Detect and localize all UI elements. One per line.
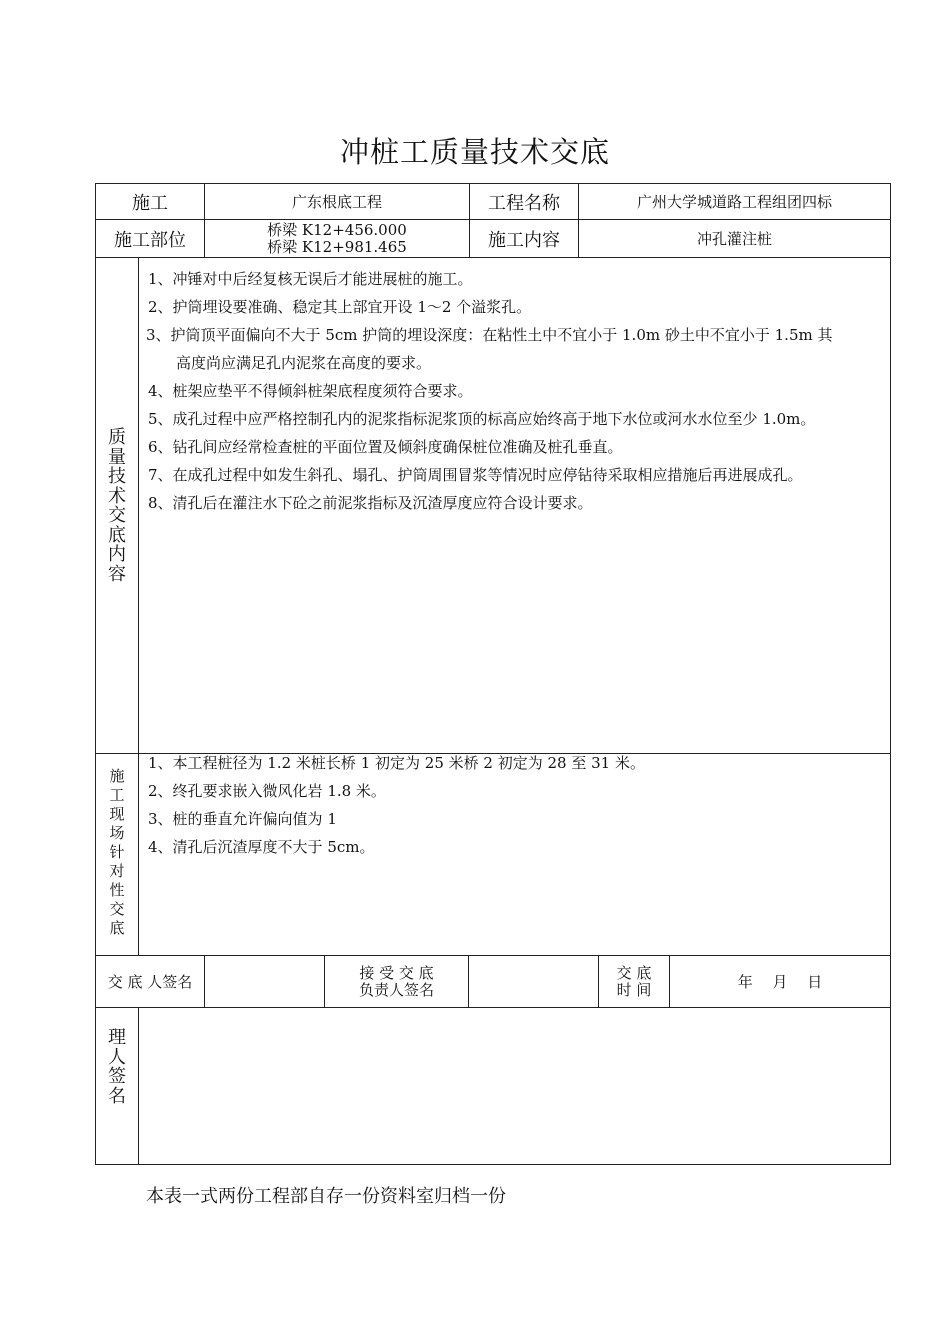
receiver-signature-field[interactable] [469,956,598,1007]
site-items-list [148,749,645,861]
time-label-line-2: 时 间 [616,980,652,999]
quality-items-list [148,265,832,517]
receiver-label-line-2: 负责人签名 [358,980,434,999]
construction-company-value: 广东根底工程 [291,193,382,211]
list-item: 高度尚应满足孔内泥浆在高度的要求。 [176,354,432,372]
location-line-1: 桥梁 K12+456.000 [267,220,407,239]
list-item: 2、护筒埋设要准确、稳定其上部宜开设 1～2 个溢浆孔。 [148,298,532,316]
list-item: 1、冲锤对中后经复核无误后才能进展桩的施工。 [148,270,473,288]
construction-label: 施工 [132,192,168,214]
supervisor-section-label [96,1028,138,1106]
handover-date-field[interactable]: 年 月 日 [737,973,823,991]
supervisor-signature-field[interactable] [139,1008,890,1164]
handover-signature-label: 交 底 人签名 [107,973,193,991]
list-item: 1、本工程桩径为 1.2 米桩长桥 1 初定为 25 米桥 2 初定为 28 至 31 米。 [148,754,645,772]
supervisor-label-text: 理人签名 [108,1027,126,1107]
receiver-label-line-1: 接 受 交 底 [359,963,434,982]
project-name-label: 工程名称 [488,192,560,214]
construction-location-value [205,220,469,257]
list-item: 3、护筒顶平面偏向不大于 5cm 护筒的埋设深度：在粘性土中不宜小于 1.0m 砂土中不宜小于 1.5m 其 [146,326,833,344]
site-label-text: 施工现场针对性交底 [109,767,125,937]
construction-content-label: 施工内容 [488,229,560,251]
receiver-signature-label [325,956,468,1007]
list-item: 8、清孔后在灌注水下砼之前泥浆指标及沉渣厚度应符合设计要求。 [148,494,593,512]
site-section-label [96,767,138,938]
handover-signature-field[interactable] [205,956,324,1007]
list-item: 3、桩的垂直允许偏向值为 1 [148,810,337,828]
location-line-2: 桥梁 K12+981.465 [267,237,407,256]
document-title: 冲桩工质量技术交底 [339,135,610,169]
list-item: 6、钻孔间应经常检查桩的平面位置及倾斜度确保桩位准确及桩孔垂直。 [148,438,623,456]
list-item: 5、成孔过程中应严格控制孔内的泥浆指标泥浆顶的标高应始终高于地下水位或河水水位至少 1.0m。 [148,410,816,428]
quality-label-text: 质量技术交底内容 [108,427,126,585]
list-item: 4、清孔后沉渣厚度不大于 5cm。 [148,838,375,856]
list-item: 2、终孔要求嵌入微风化岩 1.8 米。 [148,782,386,800]
construction-location-label: 施工部位 [114,229,186,251]
list-item: 4、桩架应垫平不得倾斜桩架底程度须符合要求。 [148,382,473,400]
list-item: 7、在成孔过程中如发生斜孔、塌孔、护筒周围冒浆等情况时应停钻待采取相应措施后再进展成孔。 [148,466,803,484]
time-label-line-1: 交 底 [616,963,652,982]
construction-content-value: 冲孔灌注桩 [696,230,772,248]
quality-section-label [96,428,138,584]
footer-note: 本表一式两份工程部自存一份资料室归档一份 [146,1186,506,1207]
handover-time-label [599,956,669,1007]
project-name-value: 广州大学城道路工程组团四标 [636,193,832,211]
